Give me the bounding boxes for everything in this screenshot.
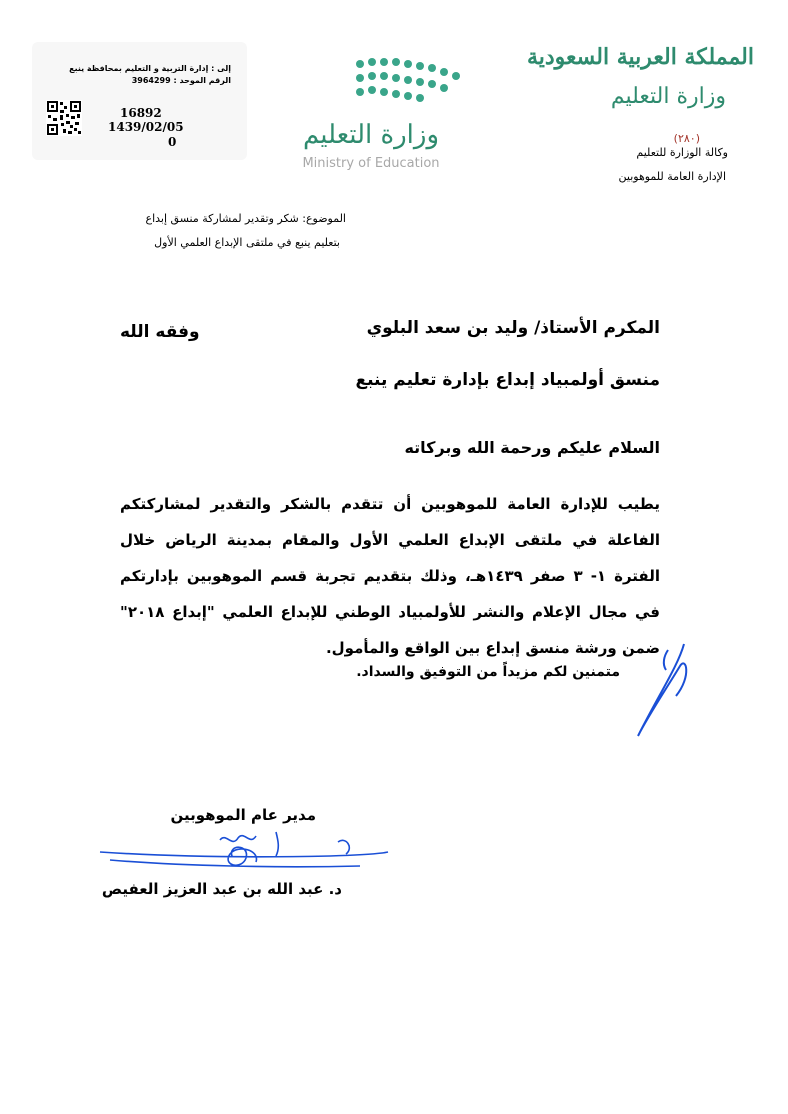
stamp-date: 1439/02/05 — [108, 120, 184, 134]
ministry-logo — [286, 56, 466, 176]
reference-code: (٢٨٠) — [673, 132, 700, 145]
logo-english-text: Ministry of Education — [302, 156, 440, 171]
general-administration: الإدارة العامة للموهوبين — [618, 170, 726, 183]
handwritten-signature-icon — [100, 826, 390, 882]
addressee-blessing: وفقه الله — [120, 322, 200, 342]
addressee: المكرم الأستاذ/ وليد بن سعد البلوي — [366, 318, 660, 338]
incoming-stamp — [32, 42, 247, 160]
subject-line-2: بتعليم ينبع في ملتقى الإبداع العلمي الأول — [154, 236, 340, 249]
logo-arabic-text: وزارة التعليم — [302, 120, 440, 150]
kingdom-title: المملكة العربية السعودية — [526, 44, 754, 70]
greeting: السلام عليكم ورحمة الله وبركاته — [404, 438, 660, 457]
letter-paragraph: يطيب للإدارة العامة للموهوبين أن تتقدم بالشكر والتقدير لمشاركتكم الفاعلة في ملتقى الإبداع العلمي الأول والمقام بمدينة الرياض خلال الفترة ١- ٣ صفر ١٤٣٩هـ، وذلك بتقديم تجربة قسم الموهوبين بإدارتكم في مجال الإعلام والنشر للأولمبياد الوطني للإبداع العلمي "إبداع ٢٠١٨" ضمن ورشة منسق إبداع بين الواقع والمأمول. — [120, 495, 660, 657]
addressee-position: منسق أولمبياد إبداع بإدارة تعليم ينبع — [355, 370, 660, 390]
stamp-number: 16892 — [120, 106, 162, 120]
stamp-attachments: 0 — [168, 135, 177, 149]
qr-code-icon — [46, 100, 82, 136]
signatory-title: مدير عام الموهوبين — [170, 806, 316, 824]
stamp-unified-number: الرقم الموحد : 3964299 — [131, 76, 231, 85]
subject-line-1: الموضوع: شكر وتقدير لمشاركة منسق إبداع — [145, 212, 346, 225]
agency-name: وكالة الوزارة للتعليم — [636, 146, 728, 159]
ministry-title: وزارة التعليم — [610, 84, 726, 109]
logo-dots-icon — [286, 56, 466, 116]
initials-signature-icon — [628, 636, 708, 746]
stamp-recipient: إلى : إدارة التربية و التعليم بمحافظة ينبع — [69, 64, 231, 73]
closing-wishes: متمنين لكم مزيداً من التوفيق والسداد. — [356, 664, 620, 680]
signatory-name: د. عبد الله بن عبد العزيز العفيص — [101, 880, 342, 898]
